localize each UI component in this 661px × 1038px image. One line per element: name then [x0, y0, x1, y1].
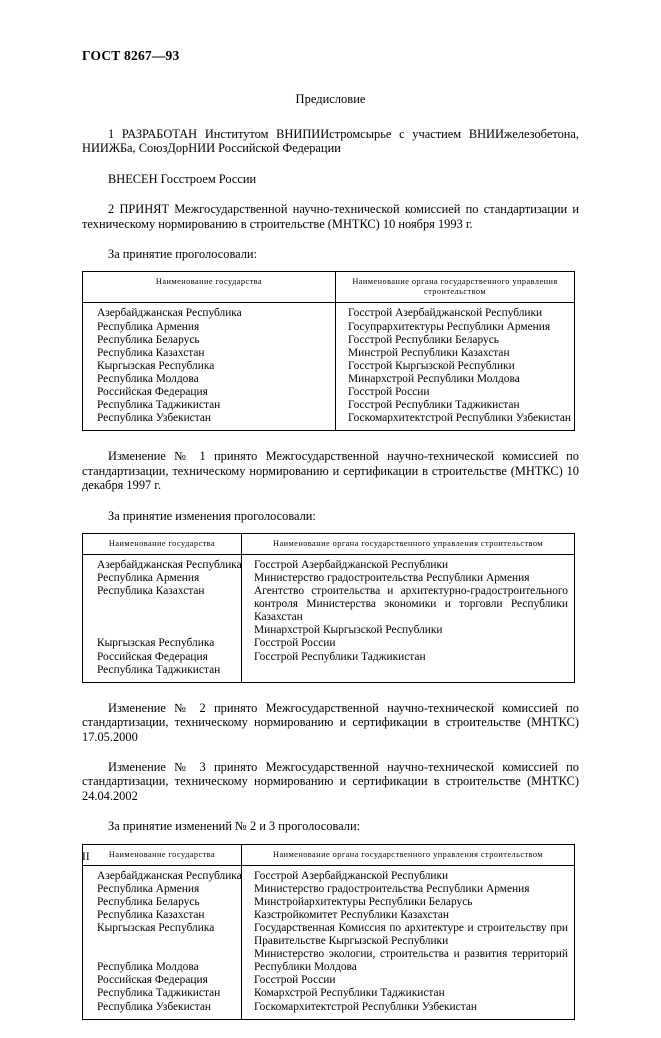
table-voters-original	[82, 271, 575, 431]
table-header-row	[83, 533, 575, 554]
list-item: Министерство градостроительства Республики Армения	[254, 572, 530, 584]
list-item: Государственная Комиссия по архитектуре и строительству при Правительстве Кыргызской Республики	[254, 921, 568, 948]
label-voted-original: За принятие проголосовали:	[108, 247, 257, 262]
list-item: Госстрой России	[254, 974, 336, 987]
list-item: Республика Армения	[97, 882, 200, 895]
list-item: Республика Таджикистан	[97, 987, 221, 1000]
list-item: Госкомархитектстрой Республики Узбекистан	[348, 412, 571, 425]
page-number: II	[82, 851, 90, 863]
list-item: Республика Таджикистан	[97, 399, 221, 412]
list-item: Госстрой Азербайджанской Республики	[254, 869, 449, 882]
list-item: Госстрой Республики Беларусь	[348, 333, 499, 346]
paragraph-adopted: 2 ПРИНЯТ Межгосударственной научно-технической комиссией по стандартизации и техническому нормированию в строительстве (МНТКС) 10 ноября 1993 г.	[82, 202, 579, 231]
cell-states	[83, 303, 336, 431]
list-item: Российская Федерация	[97, 650, 208, 663]
column-header-state: Наименование государства	[83, 272, 336, 303]
list-item: Минстройархитектуры Республики Беларусь	[254, 895, 473, 908]
list-item: Республика Армения	[97, 320, 200, 333]
list-item: Республика Узбекистан	[97, 1000, 211, 1013]
cell-states	[83, 554, 242, 682]
table-row	[83, 303, 575, 431]
cell-bodies	[336, 303, 575, 431]
paragraph-amendment-1: Изменение № 1 принято Межгосударственной научно-технической комиссией по стандартизации, техническому нормированию и сертификации в строительстве (МНТКС) 10 декабря 1997 г.	[82, 449, 579, 493]
column-header-state: Наименование государства	[83, 533, 242, 554]
list-item: Республика Беларусь	[97, 333, 200, 346]
list-item: Госстрой Кыргызской Республики	[348, 359, 515, 372]
column-header-body: Наименование органа государственного управления строительством	[242, 533, 575, 554]
list-item: Минархстрой Республики Молдова	[348, 372, 520, 385]
cell-states	[83, 865, 242, 1019]
list-item: Республика Казахстан	[97, 346, 205, 359]
list-item: Госстрой Азербайджанской Республики	[254, 558, 449, 571]
table-header-row	[83, 272, 575, 303]
list-item: Азербайджанская Республика	[97, 869, 242, 882]
list-item: Азербайджанская Республика	[97, 558, 242, 571]
list-item: Минархстрой Кыргызской Республики	[254, 624, 443, 637]
column-header-body: Наименование органа государственного управления строительством	[336, 272, 575, 303]
table-voters-amend23	[82, 844, 575, 1020]
list-item: Республика Беларусь	[97, 895, 200, 908]
list-item: Комархстрой Республики Таджикистан	[254, 987, 445, 1000]
column-header-state: Наименование государства	[83, 844, 242, 865]
list-item: Министерство экологии, строительства и развития территорий Республики Молдова	[254, 948, 568, 974]
list-item: Кыргызская Республика	[97, 921, 215, 934]
list-item: Республика Армения	[97, 572, 200, 584]
list-item: Минстрой Республики Казахстан	[348, 346, 510, 359]
table-header-row	[83, 844, 575, 865]
paragraph-amendment-2: Изменение № 2 принято Межгосударственной научно-технической комиссией по стандартизации, техническому нормированию и сертификации в строительстве (МНТКС) 17.05.2000	[82, 700, 579, 744]
list-item: Госкомархитектстрой Республики Узбекистан	[254, 1000, 477, 1013]
page-title: Предисловие	[295, 92, 366, 106]
list-item: Кыргызская Республика	[97, 359, 215, 372]
list-item: Госстрой Азербайджанской Республики	[348, 307, 543, 320]
list-item: Казстройкомитет Республики Казахстан	[254, 908, 449, 921]
list-item: Российская Федерация	[97, 386, 208, 398]
list-item: Республика Узбекистан	[97, 412, 211, 425]
list-item: Кыргызская Республика	[97, 637, 215, 650]
list-item: Министерство градостроительства Республики Армения	[254, 882, 530, 895]
list-item: Республика Молдова	[97, 372, 199, 385]
list-item: Госстрой Республики Таджикистан	[254, 650, 426, 663]
list-item: Республика Казахстан	[97, 585, 205, 598]
label-voted-amend23: За принятие изменений № 2 и 3 проголосовали:	[108, 819, 361, 834]
label-voted-amend1: За принятие изменения проголосовали:	[108, 508, 316, 523]
state-list	[97, 869, 242, 1014]
paragraph-developed: 1 РАЗРАБОТАН Институтом ВНИПИИстромсырье с участием ВНИИжелезобетона, НИИЖБа, СоюзДорНИИ Российской Федерации	[82, 127, 579, 156]
standard-code: ГОСТ 8267—93	[82, 48, 180, 63]
body-list	[254, 559, 568, 664]
list-item: Азербайджанская Республика	[97, 307, 242, 320]
table-row	[83, 554, 575, 682]
list-item: Российская Федерация	[97, 974, 208, 987]
body-list	[348, 307, 571, 425]
list-item: Республика Казахстан	[97, 908, 205, 921]
paragraph-introduced: ВНЕСЕН Госстроем России	[108, 171, 257, 186]
table-voters-amend1	[82, 533, 575, 683]
cell-bodies	[242, 554, 575, 682]
page-content	[82, 48, 579, 1038]
list-item: Республика Таджикистан	[97, 663, 221, 676]
column-header-body: Наименование органа государственного управления строительством	[242, 844, 575, 865]
list-item: Республика Молдова	[97, 961, 199, 974]
cell-bodies	[242, 865, 575, 1019]
list-item: Госупрархитектуры Республики Армения	[348, 320, 551, 333]
state-list	[97, 558, 242, 677]
paragraph-amendment-3: Изменение № 3 принято Межгосударственной научно-технической комиссией по стандартизации, техническому нормированию и сертификации в строительстве (МНТКС) 24.04.2002	[82, 759, 579, 803]
list-item: Агентство строительства и архитектурно-градостроительного контроля Министерства экономики и торговли Республики Казахстан	[254, 585, 568, 624]
list-item: Госстрой России	[254, 637, 336, 650]
list-item: Госстрой России	[348, 386, 430, 398]
table-row	[83, 865, 575, 1019]
list-item: Госстрой Республики Таджикистан	[348, 399, 520, 412]
body-list	[254, 870, 568, 1014]
state-list	[97, 307, 329, 425]
